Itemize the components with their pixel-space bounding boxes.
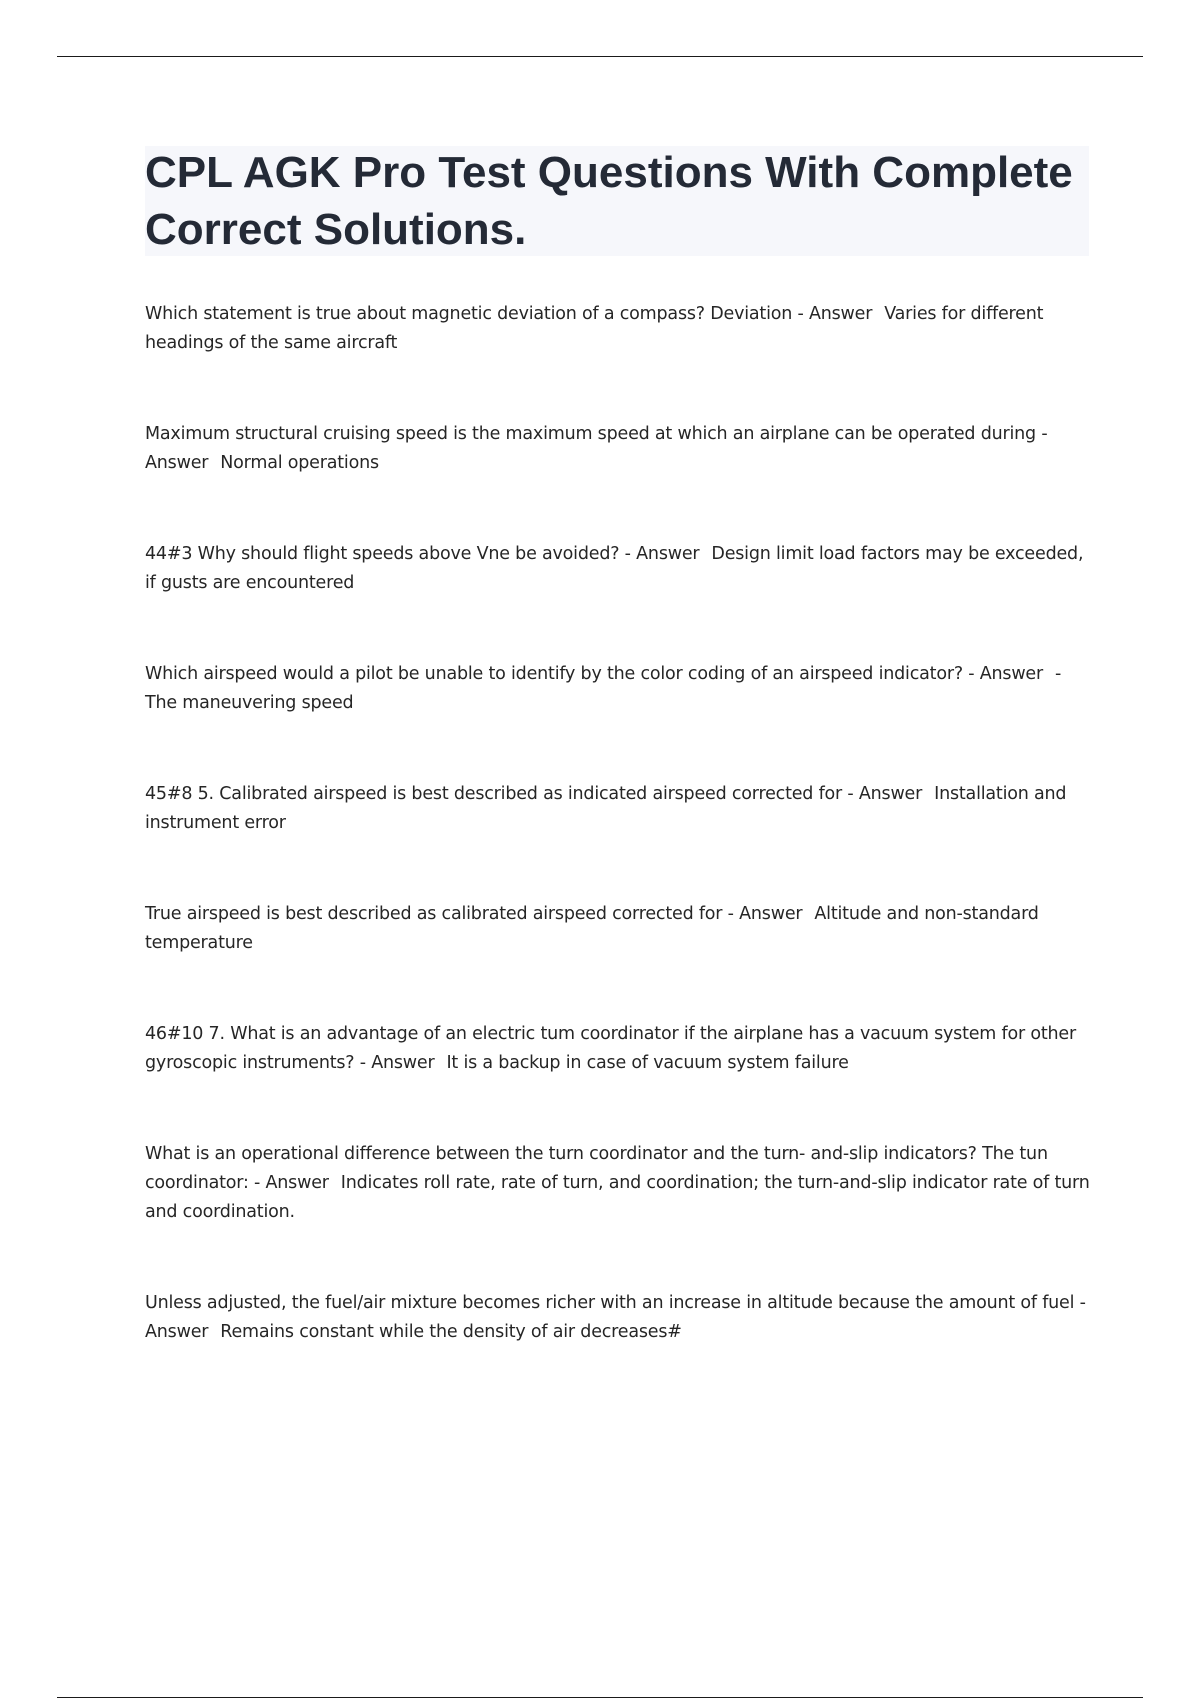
qa-answer: Varies for different headings of the same aircraft — [145, 304, 1044, 353]
qa-answer: Remains constant while the density of air decreases# — [220, 1322, 682, 1342]
qa-item — [145, 420, 1090, 478]
qa-question: 44#3 Why should flight speeds above Vne be avoided? - Answer — [145, 544, 700, 564]
qa-item — [145, 1020, 1090, 1078]
qa-item — [145, 660, 1090, 718]
qa-question: Which statement is true about magnetic deviation of a compass? Deviation - Answer — [145, 304, 873, 324]
qa-answer: -The maneuvering speed — [145, 664, 1062, 713]
document-title: CPL AGK Pro Test Questions With Complete Correct Solutions. — [145, 148, 1073, 254]
qa-question: Which airspeed would a pilot be unable to identify by the color coding of an airspeed indicator? - Answer — [145, 664, 1043, 684]
qa-answer: Normal operations — [220, 453, 379, 473]
qa-answer: Indicates roll rate, rate of turn, and coordination; the turn-and-slip indicator rate of turn and coordination. — [145, 1173, 1090, 1222]
qa-item — [145, 1289, 1090, 1347]
qa-answer: Design limit load factors may be exceeded, if gusts are encountered — [145, 544, 1084, 593]
bottom-rule — [57, 1697, 1143, 1698]
qa-item — [145, 540, 1090, 598]
qa-list — [145, 300, 1090, 1347]
qa-question: True airspeed is best described as calibrated airspeed corrected for - Answer — [145, 904, 803, 924]
qa-item — [145, 1140, 1090, 1227]
qa-question: Maximum structural cruising speed is the maximum speed at which an airplane can be operated during - Answer — [145, 424, 1048, 473]
top-rule — [57, 56, 1143, 57]
qa-answer: It is a backup in case of vacuum system failure — [446, 1053, 849, 1073]
qa-question: Unless adjusted, the fuel/air mixture becomes richer with an increase in altitude because the amount of fuel - Answer — [145, 1293, 1086, 1342]
qa-item — [145, 780, 1090, 838]
title-block — [145, 146, 1089, 256]
qa-question: 45#8 5. Calibrated airspeed is best described as indicated airspeed corrected for - Answer — [145, 784, 923, 804]
qa-question: 46#10 7. What is an advantage of an electric tum coordinator if the airplane has a vacuum system for other gyroscopic instruments? - Answer — [145, 1024, 1076, 1073]
qa-item — [145, 900, 1090, 958]
qa-answer: Installation and instrument error — [145, 784, 1067, 833]
qa-question: What is an operational difference between the turn coordinator and the turn- and-slip indicators? The tun coordinator: - Answer — [145, 1144, 1048, 1193]
qa-item — [145, 300, 1090, 358]
qa-answer: Altitude and non-standard temperature — [145, 904, 1039, 953]
